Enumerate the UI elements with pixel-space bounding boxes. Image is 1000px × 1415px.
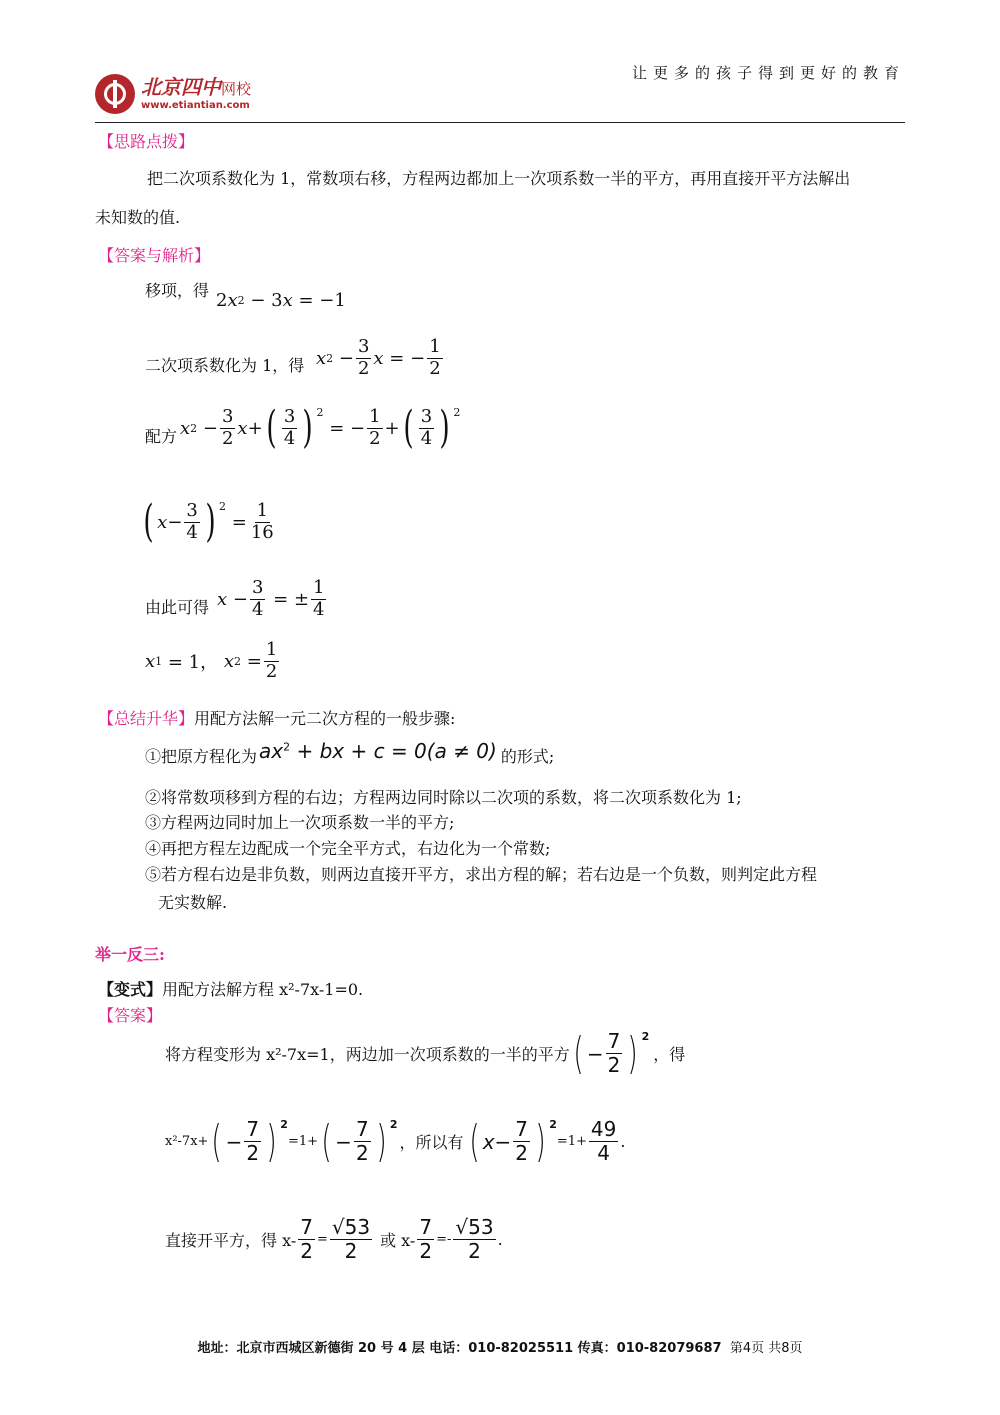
answer-label: 【答案与解析】 bbox=[98, 246, 211, 265]
logo-emblem-icon bbox=[95, 74, 135, 114]
logo-name: 北京四中网校 bbox=[141, 75, 252, 99]
step3-text: 配方 bbox=[145, 427, 178, 446]
answer2-line-3: 直接开平方，得 x- $\frac{7}{2}$ = $\frac{√53}{2}$ 或 x- $\frac{7}{2}$ =- $\frac{√53}{2}$ . bbox=[165, 1215, 503, 1263]
summary-step-4: ④再把方程左边配成一个完全平方式，右边化为一个常数; bbox=[145, 839, 551, 858]
summary-step-5b: 无实数解. bbox=[158, 893, 228, 912]
answer2-line-2: x²-7x+ ( − $\frac{7}{2}$ ) $^2$ =1+ ( − $\frac{7}{2}$ ) $^2$ ，所以有 ( x − $\frac{7}{2}$ ) $^2$ =1+ $\frac{49}{4}$ . bbox=[165, 1115, 626, 1167]
step1-equation: 2 x 2 − 3 x = −1 bbox=[216, 290, 346, 311]
header-slogan: 让更多的孩子得到更好的教育 bbox=[631, 64, 905, 82]
summary-step-2: ②将常数项移到方程的右边；方程两边同时除以二次项的系数，将二次项系数化为 1; bbox=[145, 788, 742, 807]
hint-label: 【思路点拨】 bbox=[98, 132, 195, 151]
step5-text: 由此可得 bbox=[145, 598, 210, 617]
summary-step-3: ③方程两边同时加上一次项系数一半的平方; bbox=[145, 813, 455, 832]
page-footer: 地址：北京市西城区新德街 20 号 4 层 电话：010-82025511 传真：010-82079687 第4页 共8页 bbox=[197, 1341, 803, 1356]
step3-equation: x 2 − $\frac{3}{2}$ x + ( $\frac{3}{4}$ ) $^2$ = − $\frac{1}{2}$ + ( $\frac{3}{4}$ ) $^2$ bbox=[180, 402, 461, 453]
variant-line: 【变式】用配方法解方程 x²-7x-1=0. bbox=[98, 980, 364, 999]
solutions-equation: x 1 = 1， x 2 = $\frac{1}{2}$ bbox=[145, 639, 278, 682]
juyi-label: 举一反三: bbox=[95, 945, 165, 964]
logo-url: www.etiantian.com bbox=[141, 100, 250, 111]
answer2-line-1: 将方程变形为 x²-7x=1，两边加一次项系数的一半的平方 ( − $\frac{7}{2}$ ) $^2$ ，得 bbox=[165, 1027, 686, 1079]
summary-heading: 【总结升华】用配方法解一元二次方程的一般步骤: bbox=[98, 709, 456, 728]
step2-text: 二次项系数化为 1，得 bbox=[145, 356, 305, 375]
hint-text-2: 未知数的值. bbox=[95, 208, 181, 227]
header-divider bbox=[95, 122, 905, 123]
summary-step-5a: ⑤若方程右边是非负数，则两边直接开平方，求出方程的解；若右边是一个负数，则判定此方程 bbox=[145, 865, 818, 884]
step5-equation: x − $\frac{3}{4}$ = ± $\frac{1}{4}$ bbox=[217, 577, 325, 620]
summary-step-1: ①把原方程化为 $ax^2$ + bx + c = 0(a ≠ 0) 的形式; bbox=[145, 738, 555, 766]
school-logo bbox=[95, 74, 251, 114]
step2-equation: x 2 − $\frac{3}{2}$ x = − $\frac{1}{2}$ bbox=[316, 336, 441, 379]
step4-equation: ( x − $\frac{3}{4}$ ) $^2$ = $\frac{1}{16}$ bbox=[143, 496, 274, 547]
step1-text: 移项，得 bbox=[145, 281, 210, 300]
general-form-equation: $ax^2$ + bx + c = 0(a ≠ 0) bbox=[259, 738, 497, 763]
answer2-label: 【答案】 bbox=[98, 1006, 163, 1025]
hint-text-1: 把二次项系数化为 1，常数项右移，方程两边都加上一次项系数一半的平方，再用直接开平方法解出 bbox=[147, 169, 851, 188]
